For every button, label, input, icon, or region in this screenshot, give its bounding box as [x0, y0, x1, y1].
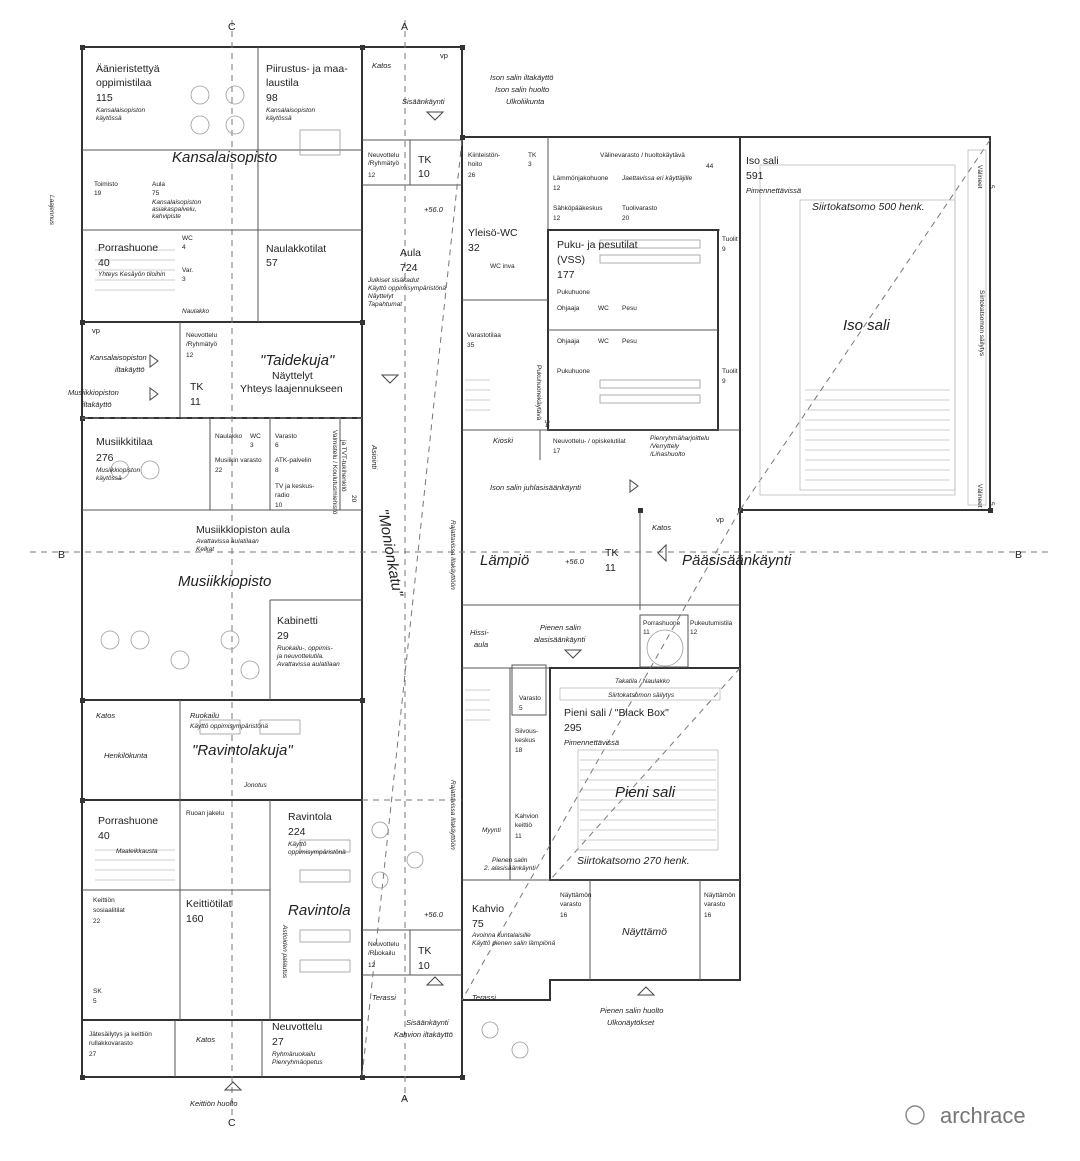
- room-neuvottelu-mid-name2: /Ryhmätyö: [186, 341, 218, 348]
- room-wc-mid-area: 3: [250, 442, 254, 449]
- room-musiikin-varasto-area: 22: [215, 467, 223, 474]
- label-henkilokunta: Henkilökunta: [104, 751, 148, 760]
- label-rajattavissa-1: Rajattavissa illakäyttöön: [449, 520, 456, 590]
- room-neuvottelu-ruok-name2: /Ruokailu: [368, 950, 396, 957]
- room-neuvottelu-ruok-area: 12: [368, 962, 376, 969]
- room-musiikkitila-name: Musiikkitilaa: [96, 436, 153, 448]
- room-toimisto-area: 19: [94, 190, 102, 197]
- circulation-dashes: [30, 20, 1050, 1115]
- label-taidekuja-note2: Yhteys laajennukseen: [240, 383, 343, 395]
- room-atk-name: ATK-palvelin: [275, 457, 312, 464]
- room-neuvottelu-opisk-area: 17: [553, 448, 561, 455]
- room-piirustus-name2: laustila: [266, 77, 299, 89]
- room-nayttamon-var1-area: 16: [560, 912, 568, 919]
- room-valmistelu-name1: Valmistelu / Koulutusmiehistö: [331, 430, 338, 515]
- label-kioski: Kioski: [493, 436, 514, 445]
- room-aula-main-note3: Näyttelyt: [368, 293, 394, 300]
- room-aanieristetty-name1: Äänieristettyä: [96, 63, 160, 75]
- room-neuvottelu-bottom-note1: Ryhmäruokailu: [272, 1051, 316, 1058]
- label-katos-top: Katos: [372, 61, 392, 70]
- label-sisaankaynti-bottom-l2: Kahvion iltakäyttö: [394, 1030, 453, 1039]
- room-kabinetti-name: Kabinetti: [277, 615, 318, 627]
- room-porrashuone11-area: 11: [643, 629, 650, 636]
- label-ohjaaja-1: Ohjaaja: [557, 305, 580, 312]
- room-valineet2-area: 5: [988, 502, 995, 506]
- room-neuvottelu-top-name1: Neuvottelu: [368, 152, 400, 159]
- label-ohjaaja-2: Ohjaaja: [557, 338, 580, 345]
- room-valinevarasto-area: 44: [706, 163, 714, 170]
- room-piirustus-name1: Piirustus- ja maa-: [266, 63, 348, 75]
- label-ruoan-jakelu: Ruoan jakelu: [186, 810, 224, 817]
- room-neuvottelu-opisk-name: Neuvottelu- / opiskelutilat: [553, 438, 626, 445]
- room-var-small-area: 3: [182, 276, 186, 283]
- label-katos-bottom: Katos: [196, 1035, 216, 1044]
- room-sahko-area: 12: [553, 215, 561, 222]
- room-kahvion-keittio-name1: Kahvion: [515, 813, 539, 820]
- room-aula-ko-area: 75: [152, 190, 160, 197]
- room-tk10-bottom-name: TK: [418, 945, 432, 957]
- room-neuvottelu-mid-area: 12: [186, 352, 194, 359]
- room-varastotilaa-area: 35: [467, 342, 475, 349]
- room-tk11-mid-area: 11: [605, 562, 616, 574]
- room-naulakkotilat-name: Naulakkotilat: [266, 243, 327, 255]
- room-wc-small-area: 4: [182, 244, 186, 251]
- room-neuvottelu-top-area: 12: [368, 172, 376, 179]
- room-neuvottelu-bottom-name: Neuvottelu: [272, 1021, 323, 1033]
- label-pesu-2: Pesu: [622, 338, 637, 345]
- room-tk3-name: TK: [528, 152, 537, 159]
- room-musiikin-varasto-name: Musiikin varasto: [215, 457, 262, 464]
- room-kiinteisto-area: 26: [468, 172, 476, 179]
- room-iso-sali-area: 591: [746, 170, 764, 182]
- room-aula-main-note1: Julkiset sisäkadut: [368, 277, 419, 284]
- room-yleiso-wc-name: Yleisö-WC: [468, 227, 518, 239]
- label-katos-right: Katos: [652, 523, 672, 532]
- label-myynti: Myynti: [482, 827, 501, 834]
- room-aula-main-name: Aula: [400, 247, 422, 259]
- room-nayttamon-var1-name1: Näyttämön: [560, 892, 592, 899]
- label-vp-3: vp: [716, 515, 724, 524]
- room-aula-ko-note2: asiakaspalvelu,: [152, 206, 197, 213]
- room-naulakko-mid: Naulakko: [215, 433, 243, 440]
- room-nayttamon-var2-name1: Näyttämön: [704, 892, 736, 899]
- room-aanieristetty-note2: käytössä: [96, 115, 122, 122]
- room-tuolit2-name: Tuolit: [722, 368, 738, 375]
- room-tk11-left-name: TK: [190, 381, 204, 393]
- room-toimisto-name: Toimisto: [94, 181, 118, 188]
- room-valineet1-name: Välineet: [976, 165, 983, 189]
- room-keittion-sos-name1: Keittiön: [93, 897, 115, 904]
- room-tk-top-name: TK: [418, 154, 432, 166]
- room-yleiso-wc-area: 32: [468, 242, 480, 254]
- wechat-icon: [906, 1106, 924, 1124]
- room-musiikkitila-area: 276: [96, 452, 114, 464]
- room-pieni-sali-name: Pieni sali / "Black Box": [564, 707, 669, 719]
- label-wc-1: WC: [598, 305, 609, 312]
- label-astioiden: Astioiden palautus: [281, 925, 288, 979]
- label-kansalaisopisto-ilta-l1: Kansalaisopiston: [90, 353, 147, 362]
- room-varastotilaa-name: Varastotilaa: [467, 332, 501, 339]
- room-aanieristetty-area: 115: [96, 92, 113, 104]
- zone-pieni-sali: Pieni sali: [615, 784, 676, 801]
- room-naulakkotilat-area: 57: [266, 257, 278, 269]
- room-pienryhma-name2: /Verryttely: [650, 443, 680, 450]
- label-pienen-salin-ala-l1: Pienen salin: [540, 623, 581, 632]
- axis-marker-a-top: A: [401, 21, 409, 33]
- label-sisaankaynti-bottom-l1: Sisäänkäynti: [406, 1018, 449, 1027]
- room-jatesailytys-name2: rullakkovarasto: [89, 1040, 133, 1047]
- room-nayttamon-var2-name2: varasto: [704, 901, 726, 908]
- room-pienryhma-name3: /Lihashuolto: [650, 451, 686, 458]
- room-kabinetti-area: 29: [277, 630, 289, 642]
- zone-ravintola: Ravintola: [288, 902, 351, 919]
- room-ruokailu-note: Käyttö oppimisympäristönä: [190, 723, 269, 730]
- room-var-small-name: Var.: [182, 267, 194, 274]
- zone-musiikkiopisto: Musiikkiopisto: [178, 573, 272, 590]
- room-tk11-left-area: 11: [190, 396, 201, 408]
- label-pienen-salin-ala-l2: alasisäänkäynti: [534, 635, 586, 644]
- label-terassi-1: Terassi: [372, 993, 396, 1002]
- room-kahvion-keittio-name2: keittiö: [515, 822, 532, 829]
- room-tv-radio-name2: radio: [275, 492, 290, 499]
- room-tuolit1-area: 9: [722, 246, 726, 253]
- label-katos-left: Katos: [96, 711, 116, 720]
- room-ravintola-note1: Käyttö: [288, 841, 307, 848]
- room-wc-small-name: WC: [182, 235, 193, 242]
- zone-iso-sali: Iso sali: [843, 317, 890, 334]
- room-aula-ko-note3: kahvipiste: [152, 213, 181, 220]
- room-varasto5-name: Varasto: [519, 695, 541, 702]
- room-aula-main-note4: Tapahtumat: [368, 301, 403, 308]
- label-kansalaisopisto-ilta-l2: iltakäyttö: [115, 365, 145, 374]
- room-kabinetti-note3: Avattavissa aulatilaan: [277, 661, 340, 668]
- axis-marker-a-bottom: A: [401, 1093, 409, 1105]
- room-jatesailytys-area: 27: [89, 1051, 97, 1058]
- room-wc-mid-name: WC: [250, 433, 261, 440]
- room-musiikkiopisto-aula-note1: Avattavissa aulatilaan: [196, 538, 259, 545]
- room-pieni-sali-area: 295: [564, 722, 582, 734]
- axis-marker-c-top: C: [228, 21, 236, 33]
- room-nayttamon-var2-area: 16: [704, 912, 712, 919]
- room-tuolit1-name: Tuolit: [722, 236, 738, 243]
- room-tuolivarasto-area: 20: [622, 215, 630, 222]
- label-pienen-salin-2-l1: Pienen salin: [492, 857, 528, 864]
- room-piirustus-area: 98: [266, 92, 278, 104]
- label-vp-1: vp: [440, 51, 448, 60]
- room-kahvio-area: 75: [472, 918, 484, 930]
- room-musiikkitila-note1: Musiikkiopiston: [96, 467, 141, 474]
- label-pienen-salin-2-l2: 2. alasisäänkäynti: [484, 865, 536, 872]
- room-pienryhma-name1: Pienryhmäharjoittelu: [650, 435, 710, 442]
- room-valmistelu-area: 20: [350, 495, 357, 503]
- room-ruokailu-name: Ruokailu: [190, 711, 220, 720]
- room-sk-name: SK: [93, 988, 102, 995]
- room-tk11-mid-name: TK: [605, 547, 619, 559]
- room-aanieristetty-name2: oppimistilaa: [96, 77, 152, 89]
- room-aula-main-note2: Käyttö oppimisympäristönä: [368, 285, 447, 292]
- zone-paasisaankaynti: Pääsisäänkäynti: [682, 552, 792, 569]
- room-kabinetti-note1: Ruokailu-, oppimis-: [277, 645, 333, 652]
- room-varasto6-name: Varasto: [275, 433, 297, 440]
- label-taidekuja-note1: Näyttelyt: [272, 370, 313, 382]
- label-level-top: +56.0: [424, 205, 443, 214]
- room-ravintola-note2: oppimisympäristönä: [288, 849, 346, 856]
- room-valinevarasto-name: Välinevarasto / huoltokäytävä: [600, 152, 685, 159]
- label-pukuhuone-2: Pukuhuone: [557, 368, 590, 375]
- label-level-bottom: +56.0: [424, 910, 443, 919]
- room-aanieristetty-note1: Kansalaisopiston: [96, 107, 146, 114]
- room-porrashuone2-note: Maaleikkausta: [116, 848, 158, 855]
- room-kabinetti-note2: ja neuvottelutila.: [277, 653, 324, 660]
- room-tk-top-area: 10: [418, 168, 430, 180]
- room-tk10-bottom-area: 10: [418, 960, 430, 972]
- label-takatila: Takatila / Naulakko: [615, 678, 670, 685]
- room-piirustus-note1: Kansalaisopiston: [266, 107, 316, 114]
- room-pukeutumistila-area: 12: [690, 629, 698, 636]
- label-wc-2: WC: [598, 338, 609, 345]
- room-nayttamon-var1-name2: varasto: [560, 901, 582, 908]
- room-siivous-name2: keskus: [515, 737, 536, 744]
- room-musiikkitila-note2: käytössä: [96, 475, 122, 482]
- room-lammonjako-area: 12: [553, 185, 561, 192]
- room-jatesailytys-name1: Jätesäilytys ja keittiön: [89, 1031, 152, 1038]
- room-keittion-sos-area: 22: [93, 918, 101, 925]
- room-ravintola-name: Ravintola: [288, 811, 332, 823]
- room-neuvottelu-ruok-name1: Neuvottelu: [368, 941, 400, 948]
- label-hissiaula-l2: aula: [474, 640, 489, 649]
- room-musiikkiopisto-aula-note2: Kelkat: [196, 546, 215, 553]
- room-piirustus-note2: käytössä: [266, 115, 292, 122]
- room-valineet1-area: 5: [988, 185, 995, 189]
- room-tk3-area: 3: [528, 161, 532, 168]
- room-kahvio-note2: Käyttö pienen salin lämpiönä: [472, 940, 556, 947]
- label-rajattavissa-2: Rajattavissa illakäyttöön: [449, 780, 456, 850]
- room-pieni-sali-seats: Siirtokatsomo 270 henk.: [577, 855, 690, 867]
- room-musiikkiopisto-aula-name: Musiikkiopiston aula: [196, 524, 290, 536]
- label-juhlasisaankaynti: Ison salin juhlasisäänkäynti: [490, 483, 581, 492]
- zone-kansalaisopisto: Kansalaisopisto: [172, 149, 278, 166]
- room-porrashuone1-name: Porrashuone: [98, 242, 159, 254]
- zone-monionkatu: "Monionkatu": [374, 507, 407, 598]
- label-sisaankaynti-top: Sisäänkäynti: [402, 97, 445, 106]
- label-pienen-salin-huolto-l1: Pienen salin huolto: [600, 1006, 664, 1015]
- room-porrashuone1-note: Yhteys Kesäyön tiloihin: [98, 271, 166, 278]
- watermark-text: archrace: [940, 1103, 1026, 1128]
- room-neuvottelu-bottom-note2: Pienryhmäopetus: [272, 1059, 323, 1066]
- room-valineet2-name: Välineet: [976, 484, 983, 508]
- room-pukuhuonekaytava-name: Pukuhuonekäytävä: [535, 365, 542, 421]
- room-tv-radio-area: 10: [275, 502, 283, 509]
- zone-naytammo: Näyttämö: [622, 926, 667, 938]
- room-kahvio-name: Kahvio: [472, 903, 505, 915]
- room-sk-area: 5: [93, 998, 97, 1005]
- zone-ravintolakuja: "Ravintolakuja": [192, 742, 293, 759]
- label-siirtokatsomon-sailytys-2: Siirtokatsomon säilytys: [608, 692, 675, 699]
- room-aula-ko-name: Aula: [152, 181, 166, 188]
- room-puku-area: 177: [557, 269, 575, 281]
- room-keittiotilat-area: 160: [186, 913, 204, 925]
- room-keittiotilat-name: Keittiötilat: [186, 898, 232, 910]
- room-neuvottelu-bottom-area: 27: [272, 1036, 284, 1048]
- room-pukeutumistila-name: Pukeutumistila: [690, 620, 733, 627]
- room-varasto6-area: 6: [275, 442, 279, 449]
- room-varasto5-area: 5: [519, 705, 523, 712]
- room-iso-sali-seats: Siirtokatsomo 500 henk.: [812, 201, 925, 213]
- room-kiinteisto-name2: hoito: [468, 161, 483, 168]
- label-keittion-huolto: Keittiön huolto: [190, 1099, 238, 1108]
- label-terassi-2: Terassi: [472, 993, 496, 1002]
- room-pukuhuonekaytava-area: 34: [543, 420, 550, 428]
- axis-marker-b-left: B: [58, 549, 66, 561]
- room-neuvottelu-top-name2: /Ryhmätyö: [368, 160, 400, 167]
- axis-marker-c-bottom: C: [228, 1117, 236, 1129]
- label-pienen-salin-huolto-l2: Ulkonäytökset: [607, 1018, 655, 1027]
- zone-lampio: Lämpiö: [480, 552, 530, 569]
- room-naulakko: Naulakko: [182, 308, 210, 315]
- room-iso-sali-name: Iso sali: [746, 155, 779, 167]
- zone-taidekuja: "Taidekuja": [260, 352, 335, 369]
- label-lampio-level: +56.0: [565, 557, 584, 566]
- room-keittion-sos-name2: sosiaalitilat: [93, 907, 125, 914]
- label-asiointi: Asiointi: [370, 445, 379, 470]
- room-kahvion-keittio-area: 11: [515, 833, 522, 840]
- room-kiinteisto-name1: Kiinteistön-: [468, 152, 501, 159]
- room-pieni-sali-note: Pimennettävissä: [564, 738, 620, 747]
- room-porrashuone2-name: Porrashuone: [98, 815, 159, 827]
- label-musiikkiopisto-ilta-l1: Musiikkiopiston: [68, 388, 119, 397]
- room-tuolivarasto-name: Tuolivarasto: [622, 205, 658, 212]
- room-porrashuone11-name: Porrashuone: [643, 620, 681, 627]
- room-valmistelu-name2: ja TVT-tukihenkilö: [340, 440, 347, 492]
- label-laajennus: Laajennus: [48, 195, 55, 225]
- label-vp-2: vp: [92, 326, 100, 335]
- label-hissiaula-l1: Hissi-: [470, 628, 489, 637]
- room-atk-area: 8: [275, 467, 279, 474]
- room-sahko-name: Sähköpääkeskus: [553, 205, 603, 212]
- room-tuolit2-area: 9: [722, 378, 726, 385]
- label-siirtokatsomon-sailytys: Siirtokatsomon säilytys: [978, 290, 985, 357]
- room-aula-ko-note1: Kansalaisopiston: [152, 199, 202, 206]
- room-siivous-name1: Siivous-: [515, 728, 539, 735]
- room-yleiso-wc-note: WC inva: [490, 263, 515, 270]
- room-porrashuone2-area: 40: [98, 830, 110, 842]
- room-neuvottelu-mid-name1: Neuvottelu: [186, 332, 218, 339]
- room-siivous-area: 18: [515, 747, 523, 754]
- axis-marker-b-right: B: [1015, 549, 1023, 561]
- label-ison-salin-l2: Ison salin huolto: [495, 85, 550, 94]
- room-ravintola-area: 224: [288, 826, 306, 838]
- label-musiikkiopisto-ilta-l2: iltakäyttö: [82, 400, 112, 409]
- label-jonotus: Jonotus: [244, 782, 267, 789]
- room-puku-name1: Puku- ja pesutilat: [557, 239, 638, 251]
- room-lammonjako-note: Jaettavissa eri käyttäjille: [622, 175, 693, 182]
- room-lammonjako-name: Lämmönjakohuone: [553, 175, 609, 182]
- label-ison-salin-l3: Ulkoliikunta: [506, 97, 545, 106]
- room-iso-sali-note: Pimennettävissä: [746, 186, 802, 195]
- label-pesu-1: Pesu: [622, 305, 637, 312]
- room-puku-name2: (VSS): [557, 254, 586, 266]
- room-kahvio-note1: Avoinna kuntalaisille: [472, 932, 531, 939]
- room-aula-main-area: 724: [400, 262, 418, 274]
- room-porrashuone1-area: 40: [98, 257, 110, 269]
- label-ison-salin-l1: Ison salin iltakäyttö: [490, 73, 554, 82]
- label-pukuhuone-1: Pukuhuone: [557, 289, 590, 296]
- room-tv-radio-name1: TV ja keskus-: [275, 483, 315, 490]
